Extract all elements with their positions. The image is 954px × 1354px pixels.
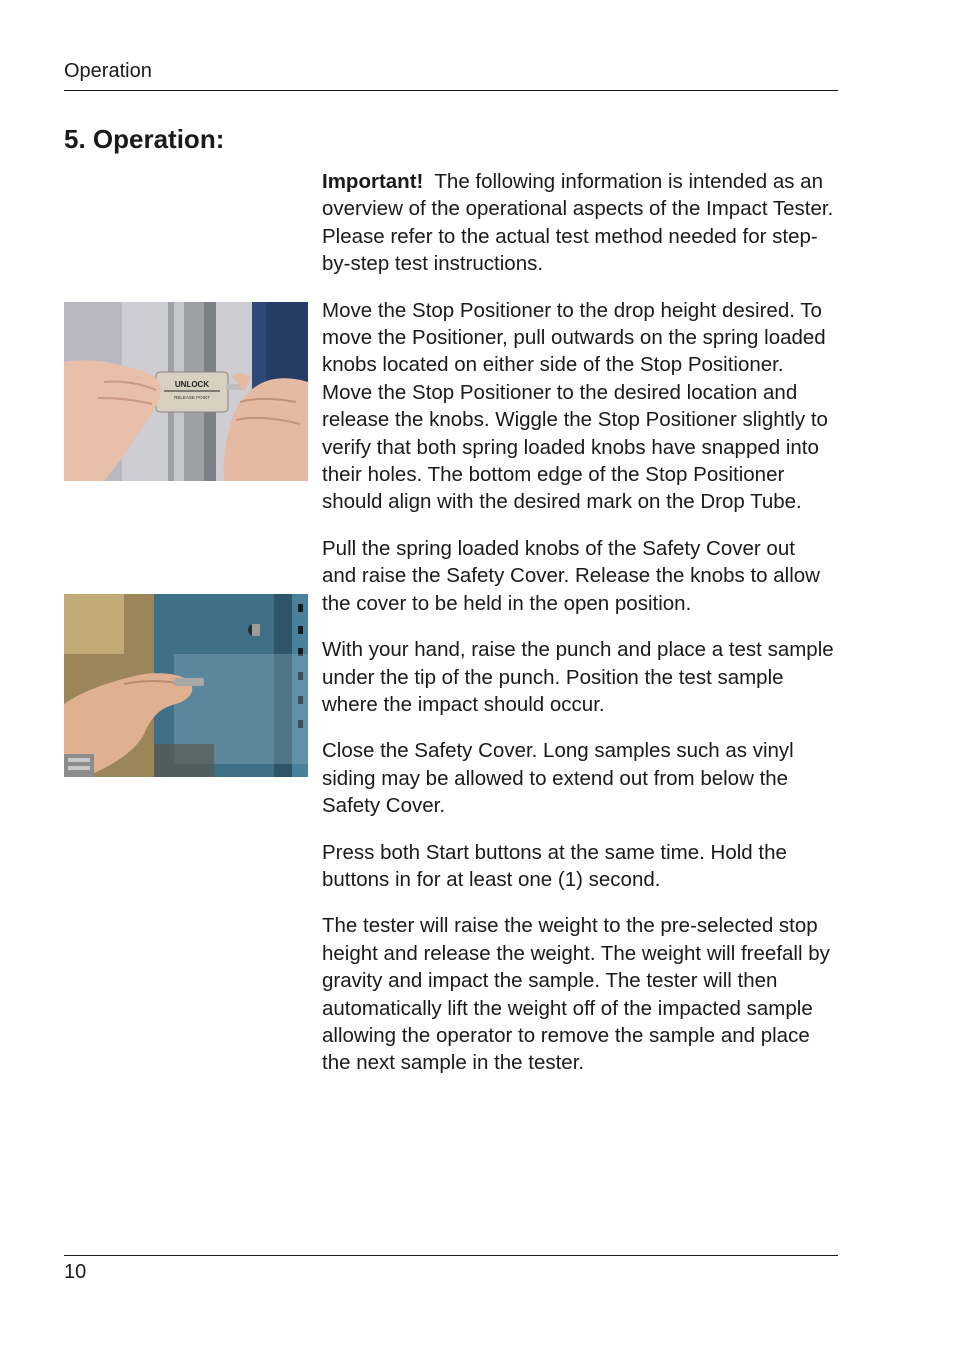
body-text-column <box>322 168 834 1096</box>
sample-placement-paragraph: With your hand, raise the punch and place a test sample under the tip of the punch. Position the test sample where the impact should occur. <box>322 638 834 716</box>
release-point-label: RELEASE POINT <box>174 395 210 400</box>
important-paragraph <box>322 168 834 278</box>
safety-cover-paragraph: Pull the spring loaded knobs of the Safety Cover out and raise the Safety Cover. Release the knobs to allow the cover to be held in the open position. <box>322 536 820 615</box>
header-rule <box>64 90 838 91</box>
running-header: Operation <box>64 60 152 82</box>
close-cover-paragraph: Close the Safety Cover. Long samples such as vinyl siding may be allowed to extend out from below the Safety Cover. <box>322 739 794 818</box>
section-title: 5. Operation: <box>64 124 225 154</box>
footer-rule <box>64 1255 838 1256</box>
stop-positioner-photo <box>64 302 308 481</box>
stop-positioner-paragraph: Move the Stop Positioner to the drop height desired. To move the Positioner, pull outwards on the spring loaded knobs located on either side of the Stop Positioner. Move the Stop Positioner to the desired location and release the knobs. Wiggle the Stop Positioner slightly to verify that both spring loaded knobs have snapped into their holes. The bottom edge of the Stop Positioner should align with the desired mark on the Drop Tube. <box>322 298 828 514</box>
test-cycle-paragraph: The tester will raise the weight to the pre-selected stop height and release the weight. The weight will freefall by gravity and impact the sample. The tester will then automatically lift the weight off of the impacted sample allowing the operator to remove the sample and place the next sample in the tester. <box>322 914 830 1075</box>
important-label: Important! <box>322 170 424 193</box>
page-number: 10 <box>64 1261 87 1283</box>
unlock-label: UNLOCK <box>174 380 210 389</box>
start-buttons-paragraph: Press both Start buttons at the same time. Hold the buttons in for at least one (1) second. <box>322 840 787 891</box>
safety-cover-photo <box>64 594 308 777</box>
important-text: The following information is intended as an overview of the operational aspects of the Impact Tester. Please refer to the actual test method needed for step-by-step test instructions. <box>322 170 834 276</box>
